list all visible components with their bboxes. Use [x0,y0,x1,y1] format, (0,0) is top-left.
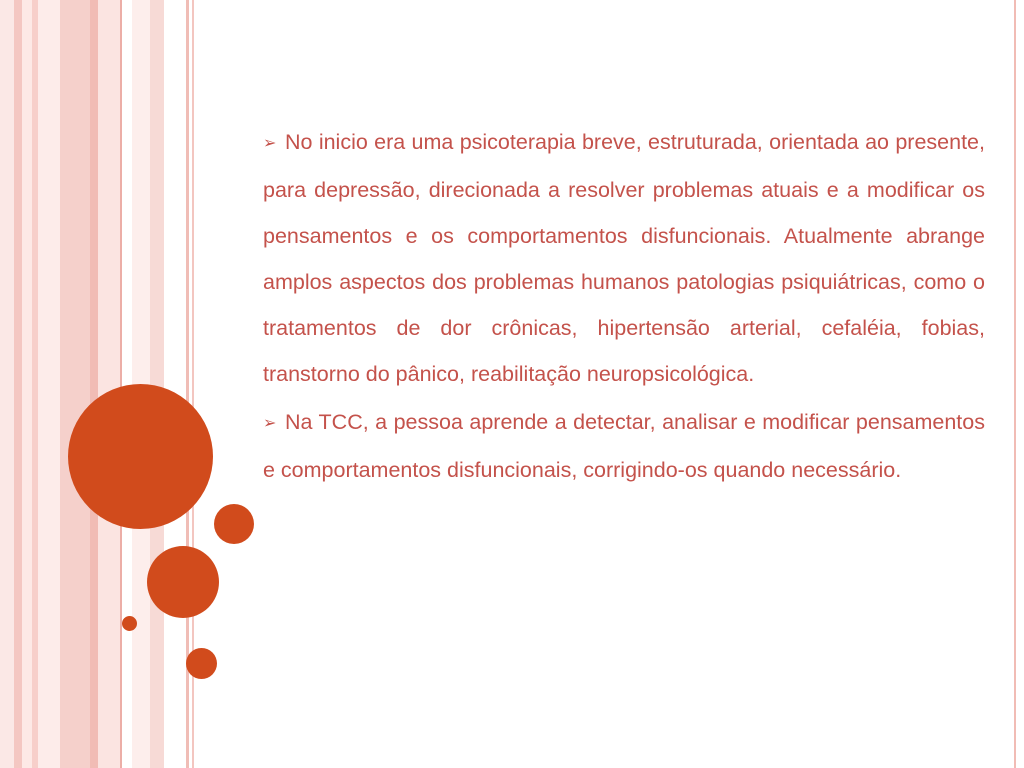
stripe [22,0,32,768]
bullet-paragraph-2 [263,399,985,493]
decorative-circle-medium [147,546,219,618]
bullet-paragraph-1 [263,119,985,397]
slide-body [263,119,985,493]
bullet-text: No inicio era uma psicoterapia breve, estruturada, orientada ao presente, para depressão, direcionada a resolver problemas atuais e a modificar os pensamentos e os comportamentos disfuncionais. Atualmente abrange amplos aspectos dos problemas humanos patologias psiquiátricas, como o tratamentos de dor crônicas, hipertensão arterial, cefaléia, fobias, transtorno do pânico, reabilitação neuropsicológica. [263,130,985,386]
decorative-circle-small [186,648,217,679]
bullet-text: Na TCC, a pessoa aprende a detectar, analisar e modificar pensamentos e comportamentos disfuncionais, corrigindo-os quando necessário. [263,410,985,482]
decorative-stripes [0,0,200,768]
decorative-circle-tiny [122,616,137,631]
stripe [98,0,120,768]
stripe [60,0,90,768]
stripe [120,0,122,768]
arrowhead-bullet-icon: ➢ [263,135,277,152]
arrowhead-bullet-icon: ➢ [263,415,277,432]
right-border-line [1014,0,1016,768]
stripe [0,0,14,768]
decorative-circle-large [68,384,213,529]
stripe [90,0,98,768]
stripe [38,0,60,768]
decorative-circle-small [214,504,254,544]
stripe [14,0,22,768]
